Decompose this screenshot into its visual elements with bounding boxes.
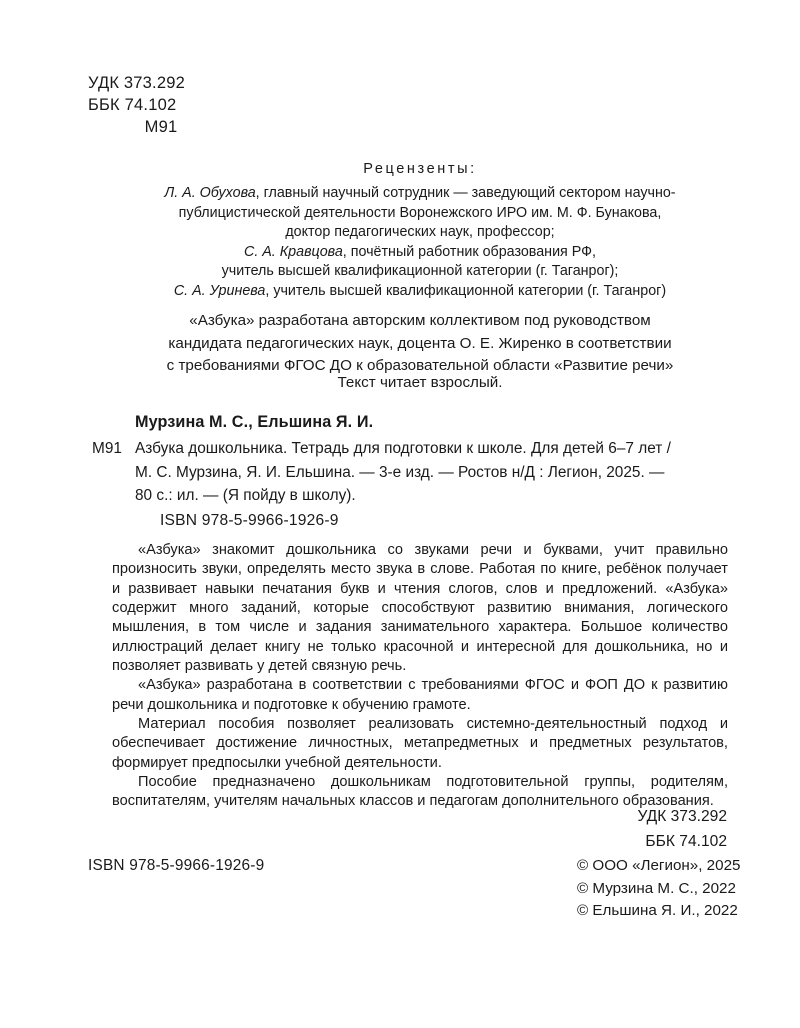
biblio-description-line: Азбука дошкольника. Тетрадь для подготовки к школе. Для детей 6–7 лет /	[135, 440, 671, 457]
annotation-section	[112, 541, 728, 812]
reviewer-detail-line: доктор педагогических наук, профессор;	[285, 224, 555, 241]
annotation-paragraph: Пособие предназначено дошкольникам подготовительной группы, родителям, воспитателям, учителям начальных классов и педагогам дополнительного образования.	[112, 774, 728, 810]
reviewer-name: С. А. Кравцова	[244, 243, 343, 260]
reviewer-detail: , главный научный сотрудник — заведующий сектором научно-	[255, 185, 676, 201]
biblio-description-line: М. С. Мурзина, Я. И. Ельшина. — 3-е изд. — Ростов н/Д : Легион, 2025. —	[135, 463, 665, 481]
collective-note-line: с требованиями ФГОС ДО к образовательной области «Развитие речи»	[166, 357, 674, 374]
collective-note-line: кандидата педагогических наук, доцента О. Е. Жиренко в соответствии	[168, 334, 672, 352]
copyright-block	[577, 855, 740, 923]
reviewer-detail-line: учитель высшей квалификационной категории (г. Таганрог);	[221, 263, 619, 280]
reviewer-entry	[112, 282, 728, 302]
annotation-paragraph: Материал пособия позволяет реализовать системно-деятельностный подход и обеспечивает достижение личностных, метапредметных и предметных результатов, формирует предпосылки учебной деятельности.	[112, 716, 728, 771]
collective-note-line: «Азбука» разработана авторским коллективом под руководством	[189, 312, 651, 329]
udk-code: УДК 373.292	[88, 74, 185, 92]
reviewer-name: Л. А. Обухова	[164, 185, 256, 201]
copyright-line: © Мурзина М. С., 2022	[577, 879, 736, 897]
annotation-paragraph: «Азбука» разработана в соответствии с требованиями ФГОС и ФОП ДО к развитию речи дошкольника и подготовке к обучению грамоте.	[112, 677, 728, 713]
annotation-paragraph: «Азбука» знакомит дошкольника со звуками речи и буквами, учит правильно произносить звуки, определять место звука в слове. Работая по книге, ребёнок получает и развивает навыки печатания букв и чтения слогов, слов и предложений. «Азбука» содержит много заданий, которые способствуют развитию внимания, логического мышления, в том числе и задания занимательного характера. Большое количество иллюстраций делает книгу не только красочной и интересной для дошкольника, но и позволяет развивать у детей связную речь.	[112, 542, 728, 675]
biblio-authors: Мурзина М. С., Ельшина Я. И.	[135, 413, 374, 431]
reviewer-entry	[112, 243, 728, 263]
collective-note	[112, 310, 728, 378]
biblio-description	[135, 437, 727, 508]
isbn-main: ISBN 978-5-9966-1926-9	[160, 512, 339, 529]
reviewer-name: С. А. Уринева	[173, 282, 266, 299]
reviewer-detail: , почётный работник образования РФ,	[342, 243, 596, 260]
reviewer-entry	[112, 184, 728, 204]
footer-isbn: ISBN 978-5-9966-1926-9	[88, 857, 265, 874]
reviewer-detail-line: публицистической деятельности Воронежского ИРО им. М. Ф. Бунакова,	[178, 204, 662, 221]
biblio-author-code: М91	[92, 440, 122, 457]
read-aloud-note: Текст читает взрослый.	[337, 374, 503, 391]
reviewer-detail: , учитель высшей квалификационной категории (г. Таганрог)	[265, 282, 667, 299]
reviewers-section	[112, 158, 728, 302]
classification-block	[88, 72, 248, 138]
footer-classification	[637, 805, 727, 854]
reviewers-heading: Рецензенты:	[363, 161, 477, 177]
biblio-description-line: 80 с.: ил. — (Я пойду в школу).	[135, 487, 356, 504]
footer-bbk-code: ББК 74.102	[645, 832, 727, 850]
copyright-line: © Ельшина Я. И., 2022	[577, 902, 738, 920]
footer-udk-code: УДК 373.292	[637, 808, 727, 825]
reviewers-list	[112, 184, 728, 302]
copyright-line: © ООО «Легион», 2025	[577, 857, 741, 874]
bbk-code: ББК 74.102	[88, 96, 177, 114]
author-sign-code: М91	[144, 118, 178, 136]
